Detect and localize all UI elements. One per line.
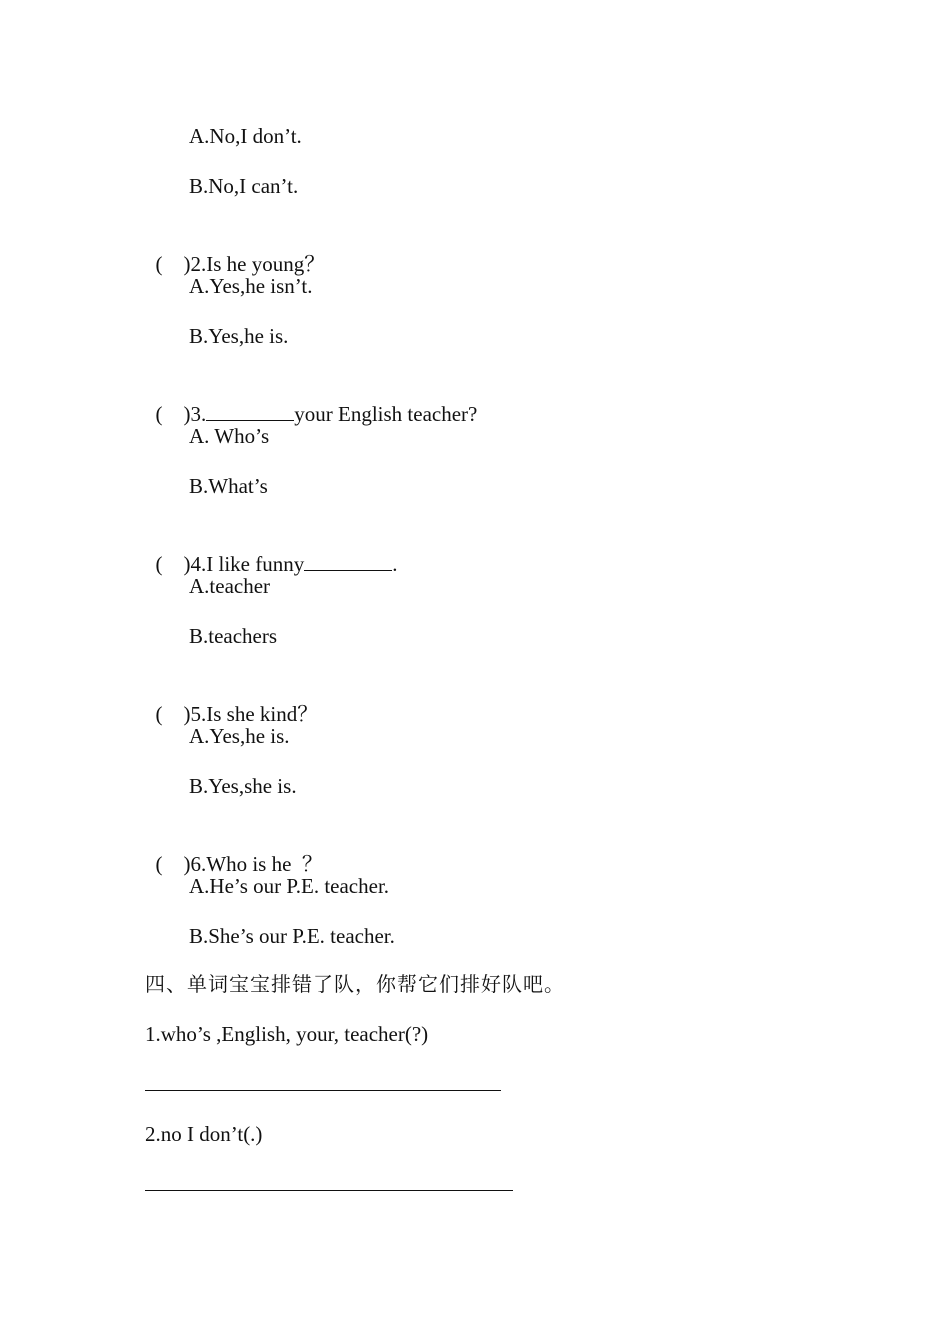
question-5 [145, 672, 318, 728]
q2-option-b: B.Yes,he is. [189, 324, 289, 348]
q5-option-a: A.Yes,he is. [189, 724, 290, 748]
fill-blank[interactable] [304, 552, 392, 571]
question-4-prefix: 4.I like funny [190, 552, 305, 576]
q1-option-b: B.No,I can’t. [189, 174, 299, 198]
answer-paren-open[interactable]: ( [155, 252, 163, 276]
question-5-text: 5.Is she kind？ [190, 702, 319, 726]
question-4 [145, 522, 397, 578]
answer-paren-close: ) [183, 552, 191, 576]
answer-paren-open[interactable]: ( [155, 402, 163, 426]
q1-option-a: A.No,I don’t. [189, 124, 302, 148]
question-3-suffix: your English teacher? [294, 402, 478, 426]
answer-paren-close: ) [183, 252, 191, 276]
answer-paren-close: ) [183, 852, 191, 876]
question-3-prefix: 3. [190, 402, 207, 426]
question-3 [145, 372, 477, 428]
question-6-text: 6.Who is he ？ [190, 852, 323, 876]
q3-option-a: A. Who’s [189, 424, 270, 448]
section-4-item-2: 2.no I don’t(.) [145, 1122, 263, 1146]
q4-option-a: A.teacher [189, 574, 271, 598]
answer-paren-open[interactable]: ( [155, 852, 163, 876]
answer-paren-open[interactable]: ( [155, 552, 163, 576]
answer-line-2[interactable] [145, 1190, 513, 1191]
q5-option-b: B.Yes,she is. [189, 774, 297, 798]
q6-option-b: B.She’s our P.E. teacher. [189, 924, 395, 948]
fill-blank[interactable] [206, 402, 294, 421]
q4-option-b: B.teachers [189, 624, 278, 648]
answer-line-1[interactable] [145, 1090, 501, 1091]
question-2-text: 2.Is he young？ [190, 252, 326, 276]
section-4-item-1: 1.who’s ,English, your, teacher(?) [145, 1022, 429, 1046]
question-4-suffix: . [392, 552, 398, 576]
answer-paren-close: ) [183, 702, 191, 726]
answer-paren-close: ) [183, 402, 191, 426]
question-2 [145, 222, 325, 278]
question-6 [145, 822, 323, 878]
q3-option-b: B.What’s [189, 474, 268, 498]
q6-option-a: A.He’s our P.E. teacher. [189, 874, 390, 898]
section-4-heading: 四、单词宝宝排错了队，你帮它们排好队吧。 [145, 972, 565, 996]
q2-option-a: A.Yes,he isn’t. [189, 274, 313, 298]
answer-paren-open[interactable]: ( [155, 702, 163, 726]
